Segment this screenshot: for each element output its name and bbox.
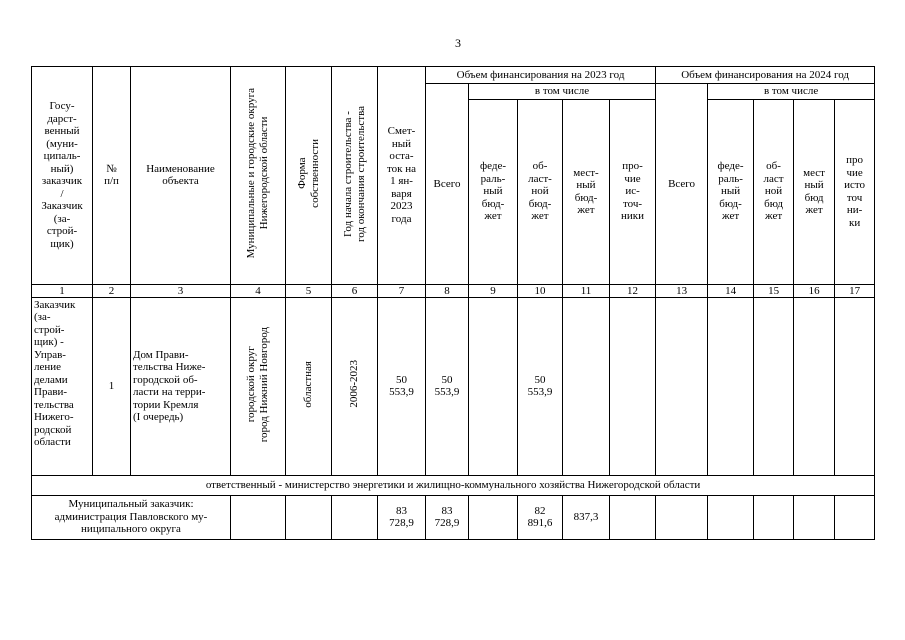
header-years-text: Год начала строительства - год окончания строительства <box>341 105 367 242</box>
row2-estimated-balance: 83 728,9 <box>378 495 426 539</box>
row1-index: 1 <box>93 297 131 475</box>
col-number: 8 <box>426 284 469 297</box>
row1-federal-2024 <box>708 297 754 475</box>
row2-total-2024 <box>656 495 708 539</box>
col-number: 14 <box>708 284 754 297</box>
row1-regional-2023: 50 553,9 <box>518 297 563 475</box>
col-number: 7 <box>378 284 426 297</box>
page-number: 3 <box>455 36 461 50</box>
row1-object-name: Дом Прави- тельства Ниже- городской об- ласти на терри- тории Кремля (I очередь) <box>131 297 231 475</box>
row2-local-2023: 837,3 <box>563 495 610 539</box>
col-number: 12 <box>610 284 656 297</box>
header-federal-2024: феде- раль- ный бюд- жет <box>708 99 754 284</box>
row1-estimated-balance: 50 553,9 <box>378 297 426 475</box>
row2-federal-2023 <box>469 495 518 539</box>
header-including-2023: в том числе <box>469 84 656 100</box>
row2-regional-2024 <box>754 495 794 539</box>
header-municipality <box>231 67 286 285</box>
row1-local-2023 <box>563 297 610 475</box>
header-ownership-text: Форма собственности <box>295 139 321 208</box>
col-number: 5 <box>286 284 332 297</box>
row2-other-2023 <box>610 495 656 539</box>
row1-regional-2024 <box>754 297 794 475</box>
row2-total-2023: 83 728,9 <box>426 495 469 539</box>
header-fin-2023: Объем финансирования на 2023 год <box>426 67 656 84</box>
col-number: 10 <box>518 284 563 297</box>
financing-table <box>31 66 875 540</box>
row1-local-2024 <box>794 297 835 475</box>
row1-years-text: 2006-2023 <box>348 360 360 409</box>
header-local-2023: мест- ный бюд- жет <box>563 99 610 284</box>
col-number: 9 <box>469 284 518 297</box>
row1-federal-2023 <box>469 297 518 475</box>
header-regional-2023: об- ласт- ной бюд- жет <box>518 99 563 284</box>
row1-ownership-text: областная <box>302 360 314 408</box>
header-total-2023: Всего <box>426 84 469 285</box>
header-other-2023: про- чие ис- точ- ники <box>610 99 656 284</box>
col-number: 16 <box>794 284 835 297</box>
row1-years <box>332 297 378 475</box>
responsible-row: ответственный - министерство энергетики и жилищно-коммунального хозяйства Нижегородской области <box>32 475 875 495</box>
header-fin-2024: Объем финансирования на 2024 год <box>656 67 875 84</box>
row2-federal-2024 <box>708 495 754 539</box>
header-federal-2023: феде- раль- ный бюд- жет <box>469 99 518 284</box>
col-number: 4 <box>231 284 286 297</box>
header-ownership <box>286 67 332 285</box>
header-object-name: Наименование объекта <box>131 67 231 285</box>
header-municipality-text: Муниципальные и городские округа Нижегородской области <box>245 88 270 259</box>
header-years <box>332 67 378 285</box>
row1-other-2023 <box>610 297 656 475</box>
row1-other-2024 <box>835 297 875 475</box>
header-other-2024: про чие исто точ ни- ки <box>835 99 875 284</box>
row2-customer: Муниципальный заказчик: администрация Павловского му- ниципального округа <box>32 495 231 539</box>
col-number: 15 <box>754 284 794 297</box>
header-estimated-balance: Смет- ный оста- ток на 1 ян- варя 2023 года <box>378 67 426 285</box>
row1-ownership <box>286 297 332 475</box>
header-index: № п/п <box>93 67 131 285</box>
col-number: 11 <box>563 284 610 297</box>
row2-years <box>332 495 378 539</box>
col-number: 6 <box>332 284 378 297</box>
header-customer: Госу- дарст- венный (муни- ципаль- ный) заказчик / Заказчик (за- строй- щик) <box>32 67 93 285</box>
header-local-2024: мест ный бюд жет <box>794 99 835 284</box>
table-row <box>32 495 875 539</box>
row1-municipality <box>231 297 286 475</box>
row1-total-2024 <box>656 297 708 475</box>
col-number: 2 <box>93 284 131 297</box>
header-including-2024: в том числе <box>708 84 875 100</box>
row1-municipality-text: городской округ город Нижний Новгород <box>245 326 270 442</box>
row2-municipality <box>231 495 286 539</box>
col-number: 3 <box>131 284 231 297</box>
col-number: 1 <box>32 284 93 297</box>
row1-total-2023: 50 553,9 <box>426 297 469 475</box>
row2-other-2024 <box>835 495 875 539</box>
header-regional-2024: об- ласт ной бюд жет <box>754 99 794 284</box>
row2-regional-2023: 82 891,6 <box>518 495 563 539</box>
row1-customer: Заказчик (за- строй- щик) - Управ- ление делами Прави- тельства Нижего- родской области <box>32 297 93 475</box>
row2-ownership <box>286 495 332 539</box>
col-number: 13 <box>656 284 708 297</box>
header-total-2024: Всего <box>656 84 708 285</box>
table-row <box>32 297 875 475</box>
col-number: 17 <box>835 284 875 297</box>
row2-local-2024 <box>794 495 835 539</box>
